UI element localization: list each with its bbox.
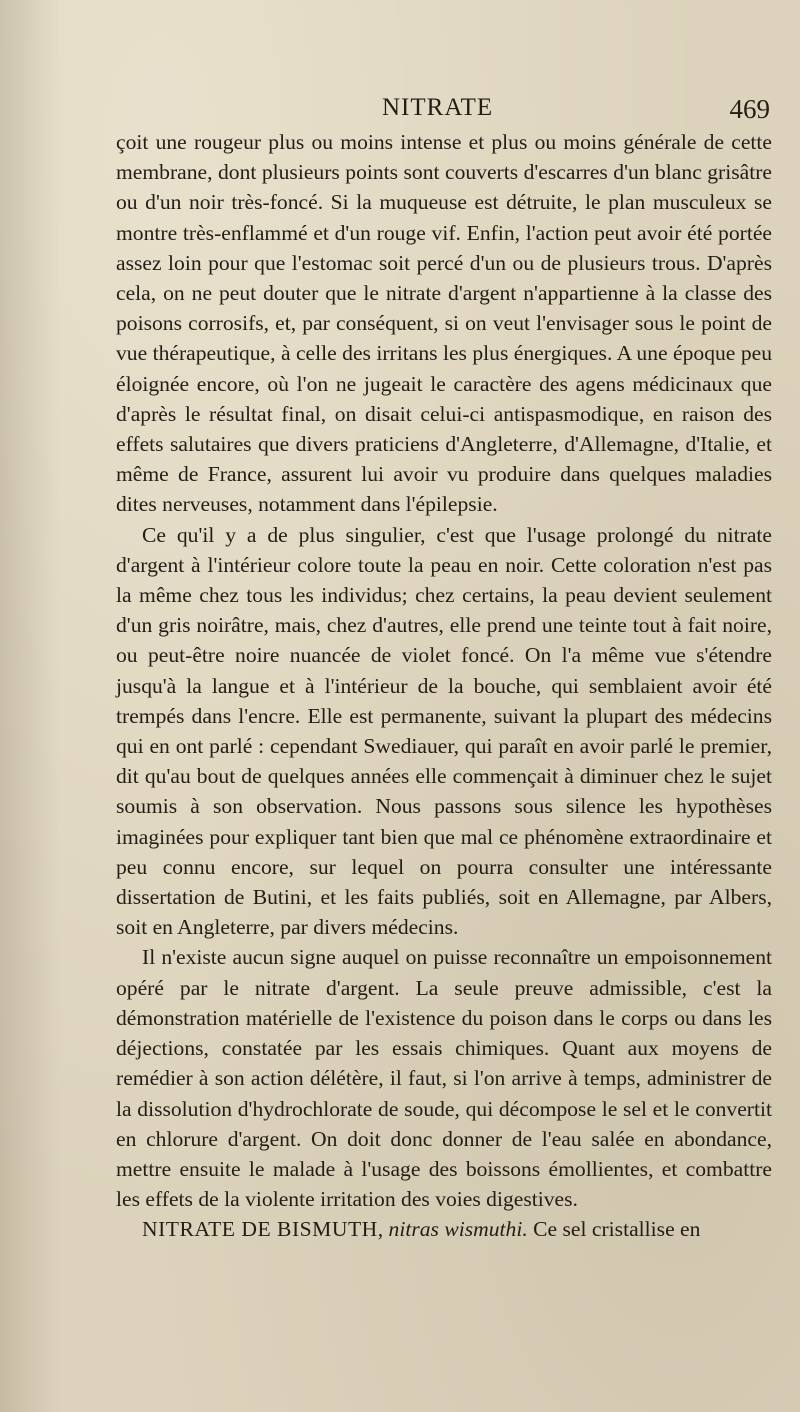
entry-text: Ce sel cristallise en	[527, 1217, 701, 1242]
paragraph-4	[116, 1214, 772, 1244]
paragraph-1: çoit une rougeur plus ou moins intense et plus ou moins générale de cette membrane, dont plusieurs points sont couverts d'escarres d'un blanc grisâtre ou d'un noir très-foncé. Si la muqueuse est détruite, le plan musculeux se montre très-enflammé et d'un rouge vif. Enfin, l'action peut avoir été portée assez loin pour que l'estomac soit percé d'un ou de plusieurs trous. D'après cela, on ne peut douter que le nitrate d'argent n'appartienne à la classe des poisons corrosifs, et, par conséquent, si on veut l'envisager sous le point de vue thérapeutique, à celle des irritans les plus énergiques. A une époque peu éloignée encore, où l'on ne jugeait le caractère des agens médicinaux que d'après le résultat final, on disait celui-ci antispasmodique, en raison des effets salutaires que divers praticiens d'Angleterre, d'Allemagne, d'Italie, et même de France, assurent lui avoir vu produire dans quelques maladies dites nerveuses, notamment dans l'épilepsie.	[116, 130, 772, 517]
page-header	[116, 94, 772, 128]
body-text	[116, 127, 772, 1245]
page-edge-shadow	[0, 0, 60, 1412]
page-number: 469	[729, 94, 770, 124]
running-head: NITRATE	[382, 94, 494, 121]
paragraph-2: Ce qu'il y a de plus singulier, c'est que l'usage prolongé du nitrate d'argent à l'intérieur colore toute la peau en noir. Cette coloration n'est pas la même chez tous les individus; chez certains, la peau devient seulement d'un gris noirâtre, mais, chez d'autres, elle prend une teinte tout à fait noire, ou peut-être noire nuancée de violet foncé. On l'a même vue s'étendre jusqu'à la langue et à l'intérieur de la bouche, qui semblaient avoir été trempés dans l'encre. Elle est permanente, suivant la plupart des médecins qui en ont parlé : cependant Swediauer, qui paraît en avoir parlé le premier, dit qu'au bout de quelques années elle commençait à diminuer chez le sujet soumis à son observation. Nous passons sous silence les hypothèses imaginées pour expliquer tant bien que mal ce phénomène extraordinaire et peu connu encore, sur lequel on pourra consulter une intéressante dissertation de Butini, et les faits publiés, soit en Allemagne, par Albers, soit en Angleterre, par divers médecins.	[116, 522, 772, 940]
entry-heading: NITRATE DE BISMUTH	[142, 1217, 378, 1242]
paragraph-3: Il n'existe aucun signe auquel on puisse reconnaître un empoisonnement opéré par le nitrate d'argent. La seule preuve admissible, c'est la démonstration matérielle de l'existence du poison dans le corps ou dans les déjections, constatée par les essais chimiques. Quant aux moyens de remédier à son action délétère, il faut, si l'on arrive à temps, administrer de la dissolution d'hydrochlorate de soude, qui décompose le sel et le convertit en chlorure d'argent. On doit donc donner de l'eau salée en abondance, mettre ensuite le malade à l'usage des boissons émollientes, et combattre les effets de la violente irritation des voies digestives.	[116, 945, 772, 1212]
entry-separator: ,	[377, 1217, 389, 1242]
latin-name: nitras wismuthi.	[388, 1217, 528, 1242]
